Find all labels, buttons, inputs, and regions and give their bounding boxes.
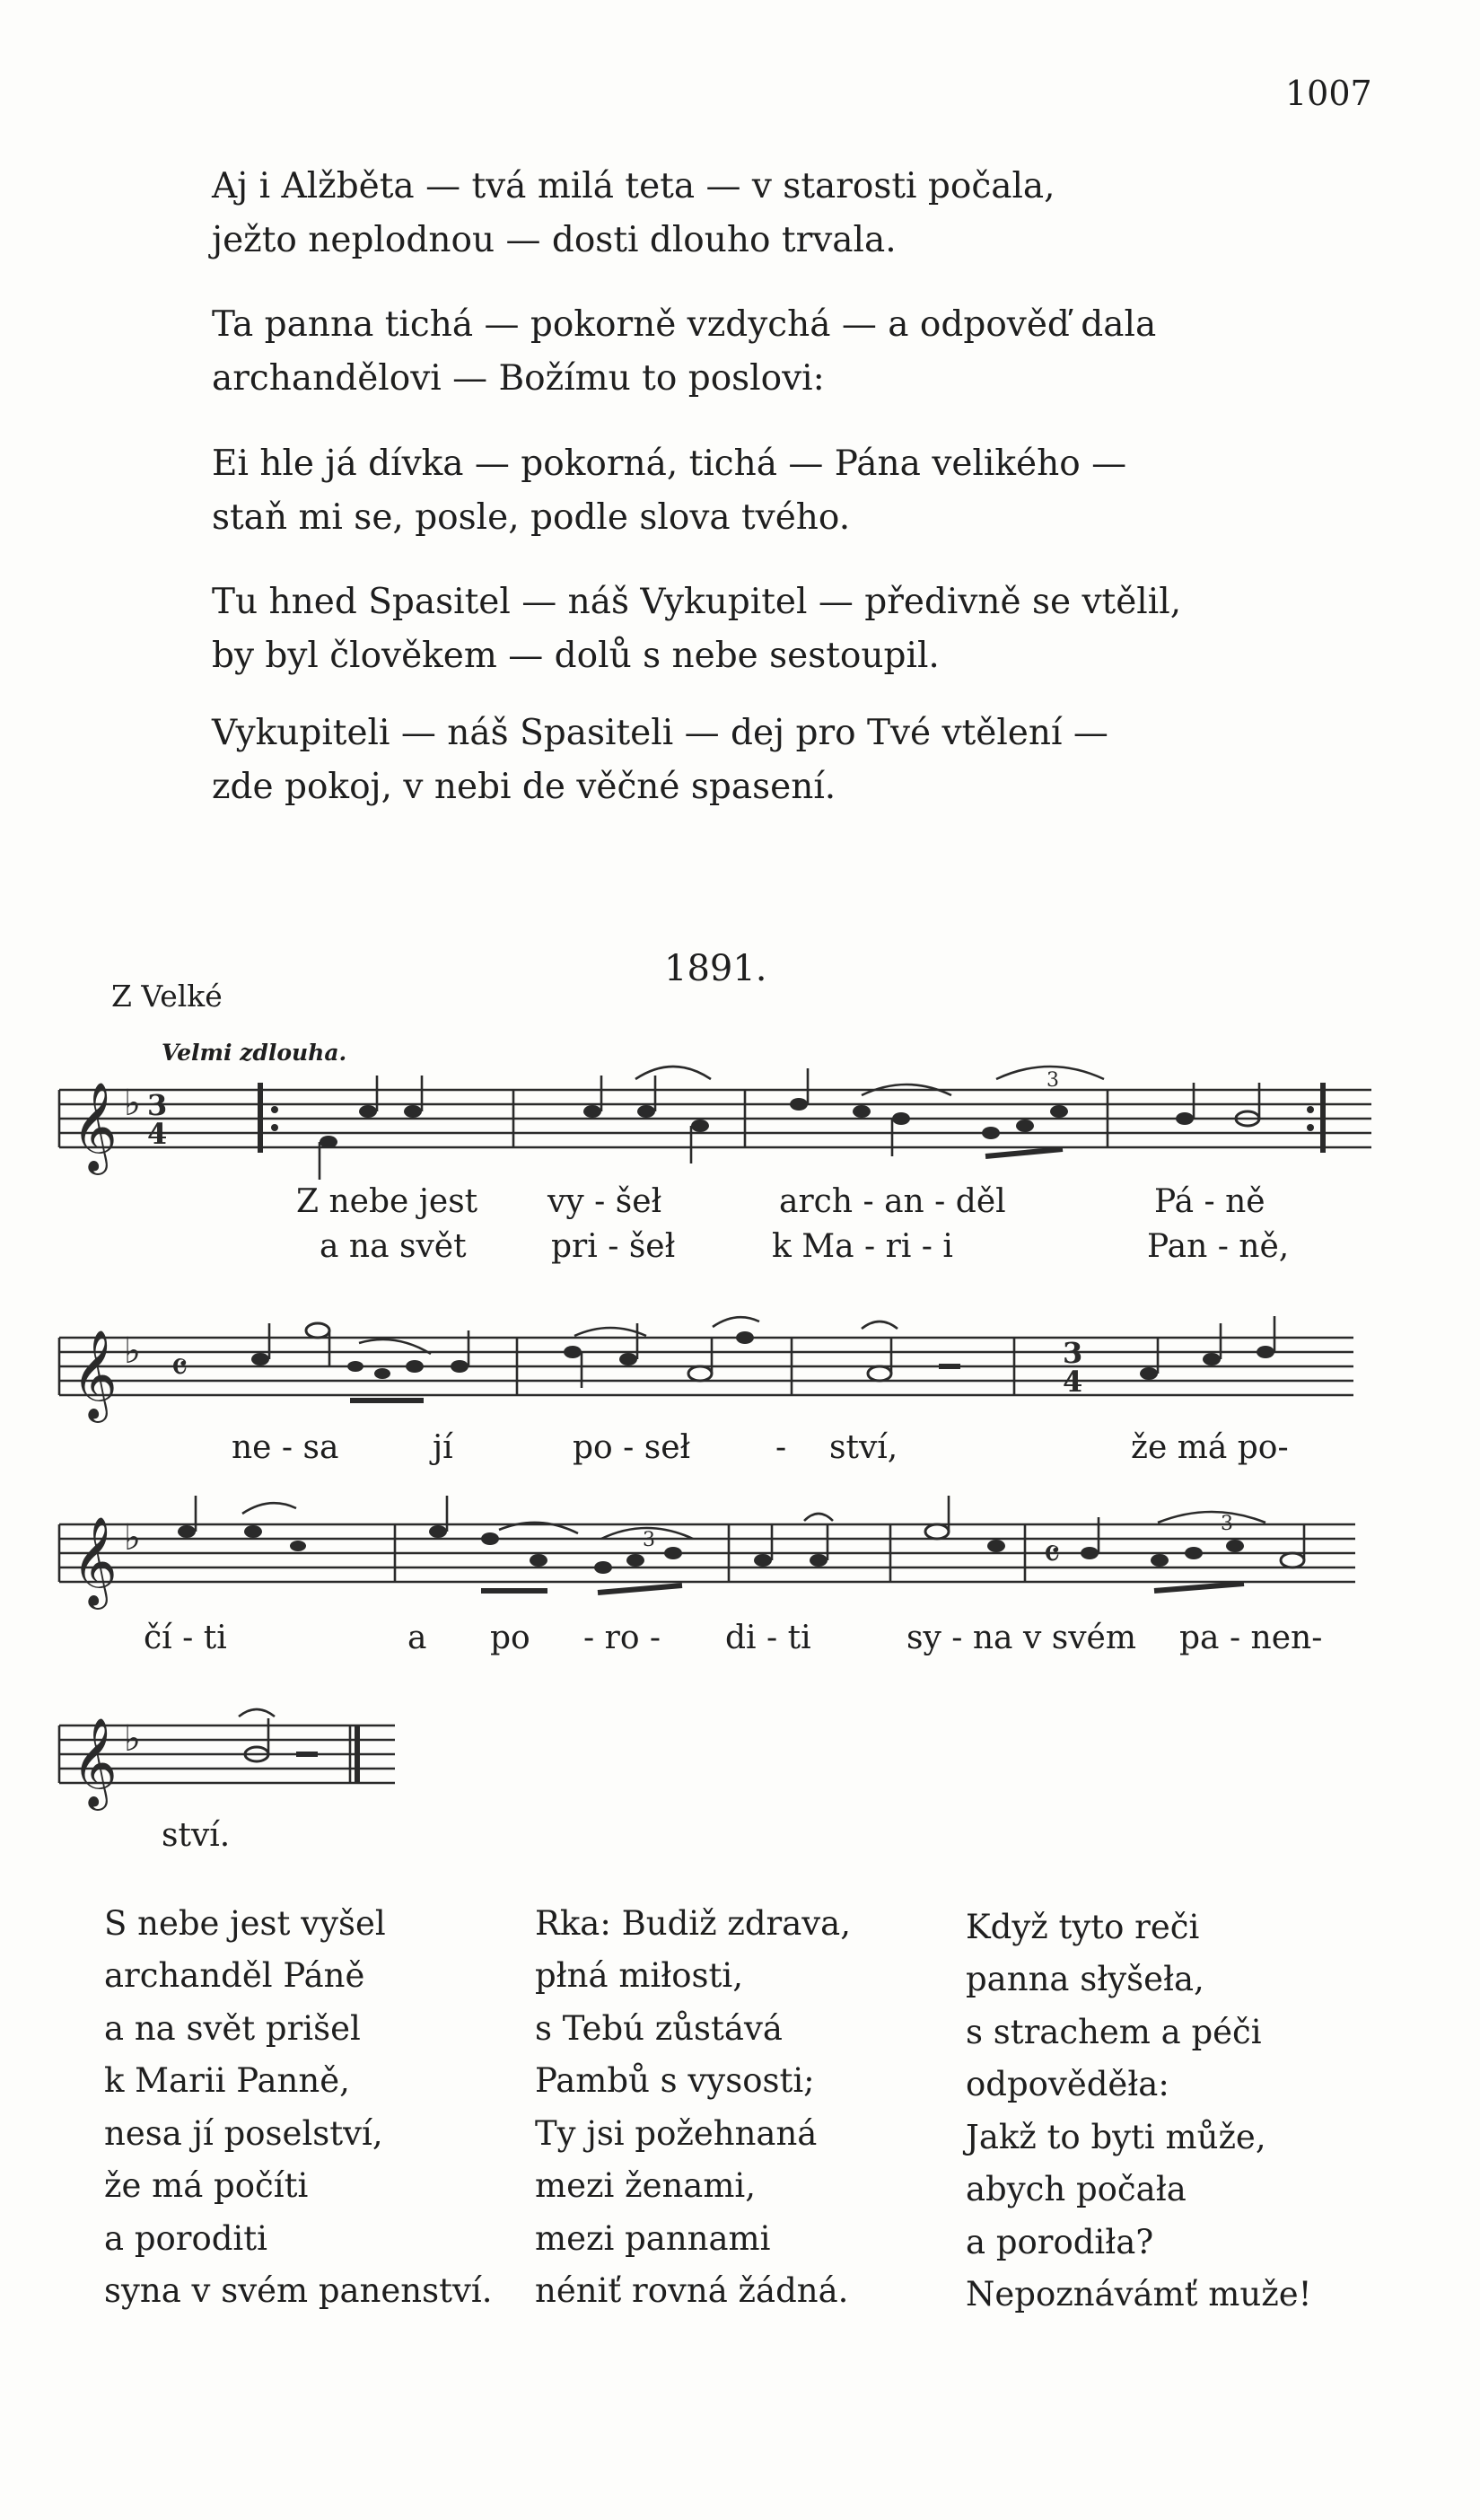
lyric: po - seł: [573, 1429, 691, 1466]
flat-icon: ♭: [124, 1083, 141, 1124]
lyric: Pan - ně,: [1147, 1228, 1290, 1265]
lyric: -: [775, 1429, 787, 1466]
svg-text:3: 3: [1047, 1069, 1059, 1092]
flat-icon: ♭: [124, 1330, 141, 1372]
flat-icon: ♭: [124, 1718, 141, 1760]
lyric: že má po-: [1131, 1429, 1289, 1466]
lyric: sy - na v svém: [906, 1620, 1136, 1656]
stanza-3: [212, 437, 1126, 546]
treble-clef-icon: 𝄞: [72, 1717, 118, 1807]
verse-line: odpověděła:: [966, 2065, 1169, 2104]
flat-icon: ♭: [124, 1517, 141, 1559]
stanza-line: zde pokoj, v nebi de věčné spasení.: [212, 767, 836, 808]
stanza-1: [212, 160, 1055, 268]
lyric: k Ma - ri - i: [772, 1228, 953, 1265]
music-staff-4: [54, 1695, 431, 1821]
lyric: Pá - ně: [1154, 1183, 1265, 1220]
lyric: čí - ti: [144, 1620, 227, 1656]
verse-line: S nebe jest vyšel: [104, 1904, 386, 1943]
stanza-2: [212, 298, 1156, 407]
stanza-line: staň mi se, posle, podle slova tvého.: [212, 497, 851, 539]
lyric: pri - šeł: [551, 1228, 676, 1265]
stanza-5: [212, 707, 1108, 815]
verse-line: s Tebú zůstává: [535, 2008, 783, 2048]
page-number: 1007: [1285, 74, 1372, 113]
verse-line: mezi pannami: [535, 2218, 771, 2258]
stanza-line: by byl člověkem — dolů s nebe sestoupil.: [212, 636, 940, 677]
lyric: Z nebe jest: [296, 1183, 478, 1220]
time-sig-bottom: 4: [1063, 1365, 1083, 1399]
verse-line: Nepoznávámť muže!: [966, 2275, 1312, 2314]
lyric: a na svět: [320, 1228, 467, 1265]
verse-line: mezi ženami,: [535, 2166, 757, 2206]
verse-line: Pambů s vysosti;: [535, 2061, 815, 2101]
lyric: po: [490, 1620, 530, 1656]
common-time-icon: 𝄴: [171, 1345, 188, 1391]
common-time-icon: 𝄴: [1043, 1532, 1061, 1577]
verse-line: nesa jí poselství,: [104, 2113, 383, 2153]
music-staff-1: [54, 1059, 1382, 1194]
lyric: - ro -: [583, 1620, 661, 1656]
stanza-line: Tu hned Spasitel — náš Vykupitel — předivně se vtělil,: [212, 582, 1182, 622]
lyric: jí: [433, 1429, 453, 1466]
stanza-line: Vykupiteli — náš Spasiteli — dej pro Tvé vtělení —: [212, 713, 1108, 753]
verse-line: s strachem a péči: [966, 2012, 1262, 2051]
verse-line: Jakž to byti může,: [966, 2117, 1266, 2156]
treble-clef-icon: 𝄞: [72, 1082, 118, 1172]
lyric: ství.: [162, 1817, 231, 1854]
song-number: 1891.: [664, 948, 767, 989]
lyric: arch - an - děl: [779, 1183, 1006, 1220]
treble-clef-icon: 𝄞: [72, 1330, 118, 1419]
stanza-line: ježto neplodnou — dosti dlouho trvala.: [212, 220, 897, 261]
lyric: ství,: [829, 1429, 898, 1466]
stanza-line: archandělovi — Božímu to poslovi:: [212, 358, 825, 400]
time-sig-bottom: 4: [147, 1117, 168, 1151]
verse-line: že má počíti: [104, 2166, 309, 2206]
verse-line: Když tyto reči: [966, 1908, 1200, 1946]
verse-column-2: [535, 1898, 851, 2318]
stanza-line: Aj i Alžběta — tvá milá teta — v starosti počala,: [212, 166, 1055, 206]
lyric: di - ti: [725, 1620, 811, 1656]
song-origin: Z Velké: [111, 979, 223, 1014]
music-staff-2: [54, 1307, 1382, 1433]
verse-line: płná miłosti,: [535, 1956, 743, 1996]
verse-column-1: [104, 1898, 493, 2318]
verse-line: abych počała: [966, 2170, 1187, 2209]
lyric: a: [407, 1620, 427, 1656]
verse-line: néniť rovná žádná.: [535, 2271, 849, 2311]
lyric: vy - šeł: [547, 1183, 662, 1220]
tempo-marking: Velmi zdlouha.: [162, 1040, 347, 1066]
verse-line: a porodiła?: [966, 2222, 1154, 2261]
stanza-4: [212, 575, 1181, 684]
verse-line: archanděl Páně: [104, 1956, 365, 1996]
stanza-line: Ei hle já dívka — pokorná, tichá — Pána velikého —: [212, 443, 1127, 484]
music-staff-3: [54, 1494, 1382, 1629]
stanza-line: Ta panna tichá — pokorně vzdychá — a odpověď dala: [212, 304, 1157, 345]
verse-line: k Marii Panně,: [104, 2061, 350, 2101]
staff-lines: [59, 1090, 1371, 1147]
lyric: pa - nen-: [1179, 1620, 1323, 1656]
svg-text:3: 3: [1221, 1513, 1233, 1535]
verse-column-3: [966, 1901, 1311, 2322]
treble-clef-icon: 𝄞: [72, 1516, 118, 1606]
time-sig-top: 3: [1063, 1336, 1083, 1370]
verse-line: syna v svém panenství.: [104, 2271, 493, 2311]
verse-line: panna słyšeła,: [966, 1960, 1204, 1999]
time-sig-top: 3: [147, 1088, 168, 1122]
verse-line: a poroditi: [104, 2218, 267, 2258]
verse-line: a na svět prišel: [104, 2008, 361, 2048]
lyric: ne - sa: [232, 1429, 339, 1466]
verse-line: Rka: Budiž zdrava,: [535, 1904, 852, 1943]
svg-text:3: 3: [643, 1529, 655, 1551]
verse-line: Ty jsi požehnaná: [535, 2113, 818, 2153]
